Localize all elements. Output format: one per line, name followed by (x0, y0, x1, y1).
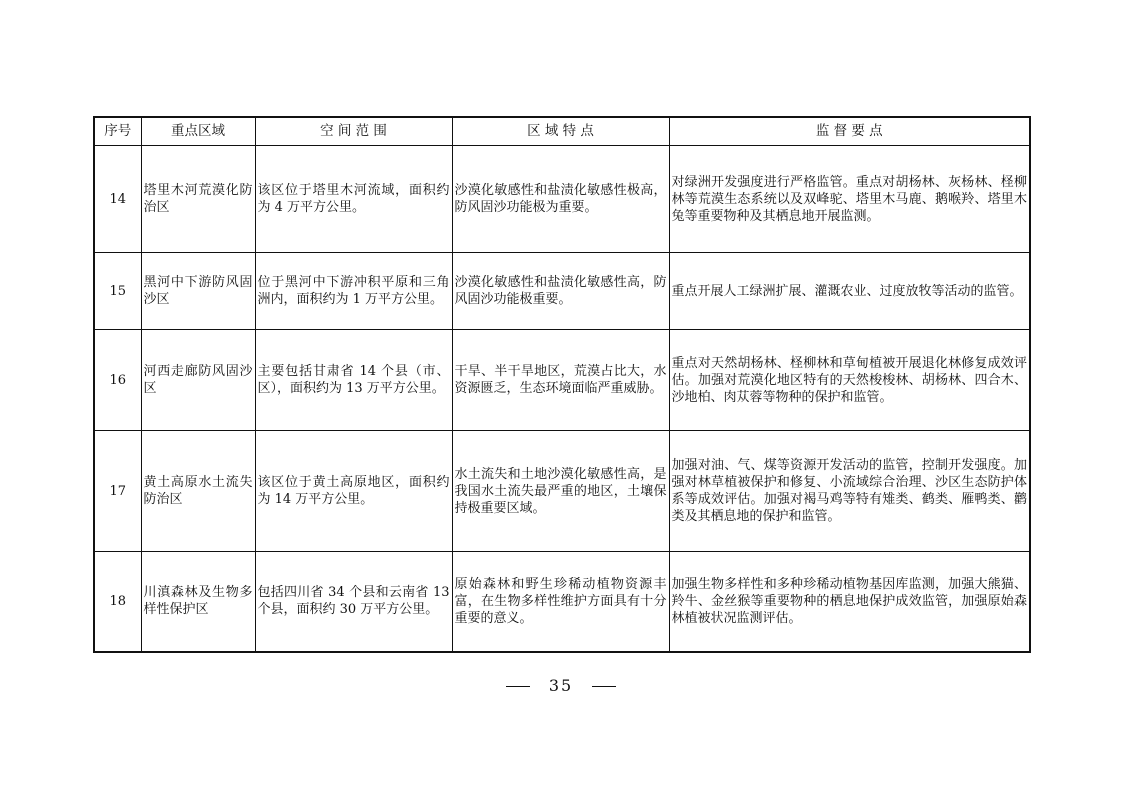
table-row (94, 253, 1030, 330)
row-scope: 位于黑河中下游冲积平原和三角洲内，面积约为 1 万平方公里。 (255, 253, 452, 330)
row-scope: 该区位于黄土高原地区，面积约为 14 万平方公里。 (255, 431, 452, 552)
table-row (94, 330, 1030, 431)
row-features: 水土流失和土地沙漠化敏感性高，是我国水土流失最严重的地区，土壤保持极重要区域。 (452, 431, 669, 552)
header-features: 区 域 特 点 (452, 117, 669, 146)
header-region: 重点区域 (141, 117, 255, 146)
row-region: 黑河中下游防风固沙区 (141, 253, 255, 330)
header-scope: 空 间 范 围 (255, 117, 452, 146)
row-features: 沙漠化敏感性和盐渍化敏感性极高，防风固沙功能极为重要。 (452, 146, 669, 253)
row-features: 干旱、半干旱地区，荒漠占比大，水资源匮乏，生态环境面临严重威胁。 (452, 330, 669, 431)
table-header-row (94, 117, 1030, 146)
row-scope: 主要包括甘肃省 14 个县（市、区），面积约为 13 万平方公里。 (255, 330, 452, 431)
row-region: 塔里木河荒漠化防治区 (141, 146, 255, 253)
row-no: 16 (94, 330, 141, 431)
row-points: 重点开展人工绿洲扩展、灌溉农业、过度放牧等活动的监管。 (669, 253, 1030, 330)
row-points: 对绿洲开发强度进行严格监管。重点对胡杨林、灰杨林、柽柳林等荒漠生态系统以及双峰驼、塔里木马鹿、鹅喉羚、塔里木兔等重要物种及其栖息地开展监测。 (669, 146, 1030, 253)
row-no: 18 (94, 552, 141, 652)
row-region: 河西走廊防风固沙区 (141, 330, 255, 431)
page-number: 35 (548, 676, 574, 695)
header-no: 序号 (94, 117, 141, 146)
row-region: 川滇森林及生物多样性保护区 (141, 552, 255, 652)
row-features: 沙漠化敏感性和盐渍化敏感性高，防风固沙功能极重要。 (452, 253, 669, 330)
table-row (94, 552, 1030, 652)
table-row (94, 431, 1030, 552)
table-row (94, 146, 1030, 253)
footer-dash-left (506, 686, 530, 687)
row-scope: 包括四川省 34 个县和云南省 13 个县，面积约 30 万平方公里。 (255, 552, 452, 652)
row-no: 14 (94, 146, 141, 253)
page-footer (0, 676, 1122, 695)
row-points: 加强生物多样性和多种珍稀动植物基因库监测，加强大熊猫、羚牛、金丝猴等重要物种的栖息地保护成效监管，加强原始森林植被状况监测评估。 (669, 552, 1030, 652)
supervision-table (93, 116, 1031, 653)
row-no: 15 (94, 253, 141, 330)
row-features: 原始森林和野生珍稀动植物资源丰富，在生物多样性维护方面具有十分重要的意义。 (452, 552, 669, 652)
row-region: 黄土高原水土流失防治区 (141, 431, 255, 552)
row-scope: 该区位于塔里木河流域，面积约为 4 万平方公里。 (255, 146, 452, 253)
row-no: 17 (94, 431, 141, 552)
header-points: 监 督 要 点 (669, 117, 1030, 146)
row-points: 重点对天然胡杨林、柽柳林和草甸植被开展退化林修复成效评估。加强对荒漠化地区特有的天然梭梭林、胡杨林、四合木、沙地柏、肉苁蓉等物种的保护和监管。 (669, 330, 1030, 431)
row-points: 加强对油、气、煤等资源开发活动的监管，控制开发强度。加强对林草植被保护和修复、小流域综合治理、沙区生态防护体系等成效评估。加强对褐马鸡等特有雉类、鹤类、雁鸭类、鹳类及其栖息地的保护和监管。 (669, 431, 1030, 552)
footer-dash-right (592, 686, 616, 687)
